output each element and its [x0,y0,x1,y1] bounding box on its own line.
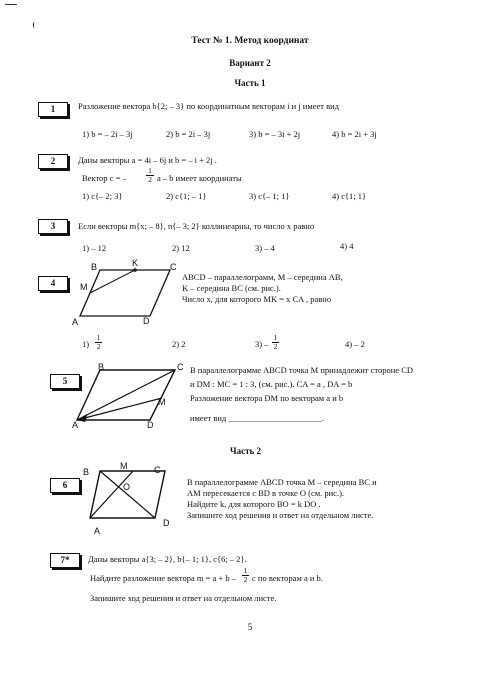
task-2-number: 2 [38,154,68,169]
scan-mark-2 [33,22,37,28]
task-6-figure [90,466,170,526]
task-5-figure [70,360,190,435]
task-4-label-C: C [170,262,177,272]
task-4-line-2: K – середина BC (см. рис.). [182,283,281,293]
task-4-option-4: 4) – 2 [345,339,365,349]
task-4-label-D: D [143,316,150,326]
task-3-text: Если векторы m{x; – 8}, n{– 3; 2} коллинеарны, то число x равно [78,221,315,231]
task-5-line-4: имеет вид ______________________. [190,413,324,423]
task-6-label-M: M [120,461,128,471]
task-4-option-3-num: 1 [273,333,278,342]
task-5-number: 5 [50,374,80,389]
task-5-label-D: D [147,420,154,430]
task-3-option-2: 2) 12 [172,243,190,253]
task-3-option-1: 1) – 12 [82,243,107,253]
task-5-label-A: A [72,420,79,430]
task-5-label-M: M [158,397,166,407]
task-4-option-2: 2) 2 [172,339,186,349]
task-4-number: 4 [38,276,68,291]
task-3-option-3: 3) – 4 [255,243,275,253]
task-3-option-4: 4) 4 [340,241,354,251]
task-7-line2-suffix: c по векторам a и b. [252,573,323,583]
task-6-label-B: B [83,467,90,477]
task-6-line-4: Запишите ход решения и ответ на отдельном листе. [187,510,374,520]
task-2-line2-suffix: a – b имеет координаты [157,173,242,183]
task-5-line-2: и DM : MC = 1 : 3, (см. рис.). CA = a , DA = b [190,379,353,389]
task-2-fraction-num: 1 [146,167,154,176]
task-2-option-3: 3) c{– 1; 1} [249,191,290,201]
task-5-label-C: C [177,362,184,372]
task-4-label-B: B [91,262,98,272]
task-2-option-2: 2) c{1; – 1} [166,191,207,201]
task-2-line2-prefix: Вектор c = – [82,173,127,183]
task-4-option-3: 3) – [255,339,269,349]
task-4-option-1: 1) [82,339,90,349]
task-4-line-3: Число x, для которого MK = x CA , равно [182,294,332,304]
part2-title: Часть 2 [230,446,262,456]
task-6-label-D: D [163,518,170,528]
task-4-label-M: M [80,282,88,292]
task-4-label-K: K [132,258,139,268]
task-6-label-O: O [123,482,131,492]
task-2-fraction-den: 2 [148,175,152,184]
test-title: Тест № 1. Метод координат [191,36,309,46]
task-6-number: 6 [50,478,80,493]
task-7-number: 7* [50,553,80,568]
task-7-line-3: Запишите ход решения и ответ на отдельном листе. [90,593,277,603]
task-1-option-1: 1) b = – 2i – 3j [82,129,133,139]
task-4-option-3-den: 2 [273,342,278,351]
part1-title: Часть 1 [234,78,266,88]
task-4-line-1: ABCD – параллелограмм, M – середина AB, [182,272,343,282]
task-5-label-B: B [98,362,105,372]
task-7-fraction-num: 1 [243,566,248,575]
task-1-option-2: 2) b = 2i – 3j [166,129,211,139]
task-4-option-1-num: 1 [96,333,101,342]
task-1-option-4: 4) b = 2i + 3j [332,129,377,139]
task-2-option-4: 4) c{1; 1} [332,191,367,201]
task-6-line-3: Найдите k, для которого BO = k DO . [187,499,321,509]
task-5-line-1: В параллелограмме ABCD точка M принадлежит стороне CD [190,365,414,375]
scan-mark [5,4,17,5]
task-6-label-A: A [94,526,101,536]
task-6-label-C: C [154,465,161,475]
task-1-text: Разложение вектора b{2; – 3} по координатным векторам i и j имеет вид [78,101,340,111]
task-6-line-2: AM пересекается с BD в точке O (см. рис.). [187,488,345,498]
page-number: 5 [247,622,253,632]
task-7-text: Даны векторы a{3; – 2}, b{– 1; 1}, c{6; – 2}. [88,554,247,564]
task-4-label-A: A [72,317,79,327]
task-1-option-3: 3) b = – 3i + 2j [249,129,301,139]
task-2-text: Даны векторы a = 4i – 6j и b = – i + 2j . [78,155,217,165]
task-4-option-1-den: 2 [96,342,101,351]
variant-title: Вариант 2 [229,58,271,68]
task-3-number: 3 [38,219,68,234]
task-2-option-1: 1) c{– 2; 3} [82,191,123,201]
task-5-line-3: Разложение вектора DM по векторам a и b [190,393,344,403]
task-4-figure [70,258,180,333]
task-1-number: 1 [38,102,68,117]
task-7-line2-prefix: Найдите разложение вектора m = a + b – [90,573,236,583]
task-7-fraction-den: 2 [243,575,248,584]
task-6-line-1: В параллелограмме ABCD точка M – середина BC и [187,477,377,487]
